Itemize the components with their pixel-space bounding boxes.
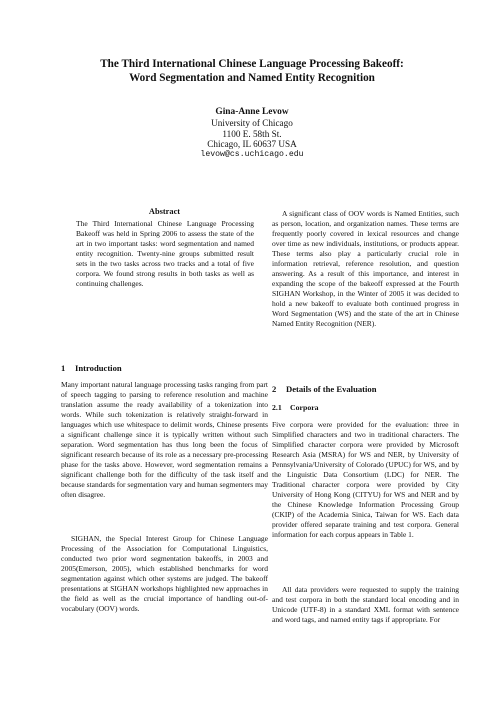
section-1-title: Introduction [75, 363, 122, 373]
title-line-2: Word Segmentation and Named Entity Recognition [129, 71, 375, 84]
section-1-paragraph-2: SIGHAN, the Special Interest Group for Chinese Language Processing of the Association for Computational Linguistics, conducted two prior word segmentation bakeoffs, in 2003 and 2005(Emerson, 2005), which established benchmarks for word segmentation against which other systems are judged. The bakeoff presentations at SIGHAN workshops highlighted new approaches in the field as well as the crucial importance of handling out-of-vocabulary (OOV) words. [61, 534, 268, 613]
author-name: Gina-Anne Levow [215, 107, 289, 117]
section-2-title: Details of the Evaluation [286, 384, 377, 394]
subsection-2-1-number: 2.1 [272, 403, 282, 412]
section-2-heading [272, 384, 376, 394]
section-2-1-paragraph-2: All data providers were requested to supply the training and test corpora in both the standard local encoding and in Unicode (UTF-8) in a standard XML format with sentence and word tags, and named entity tags if appropriate. For [272, 585, 459, 624]
section-1-number: 1 [61, 363, 66, 373]
paper-title [40, 58, 464, 85]
section-1-paragraph-1: Many important natural language processing tasks ranging from part of speech tagging to parsing to reference resolution and machine translation assume the ready availability of a tokenization into words. While such tokenization is relatively straight-forward in languages which use whitespace to delimit words, Chinese presents a significant challenge since it is typically written without such separation. Word segmentation has thus long been the focus of significant research because of its role as a necessary pre-processing phase for the tasks above. However, word segmentation remains a significant challenge both for the difficulty of the task itself and because standards for segmentation vary and human segmenters may often disagree. [61, 380, 269, 499]
subsection-2-1-title: Corpora [290, 403, 319, 412]
section-2-1-paragraph-1: Five corpora were provided for the evaluation: three in Simplified characters and two in traditional characters. The Simplified character corpora were provided by Microsoft Research Asia (MSRA) for WS and NER, by University of Pennsylvania/University of Colorado (UPUC) for WS, and by the Linguistic Data Consortium (LDC) for NER. The Traditional character corpora were provided by City University of Hong Kong (CITYU) for WS and NER and by the Chinese Knowledge Information Processing Group (CKIP) of the Academia Sinica, Taiwan for WS. Each data provider offered separate training and test corpora. General information for each corpus appears in Table 1. [272, 420, 459, 539]
abstract-text: The Third International Chinese Language Processing Bakeoff was held in Spring 2006 to assess the state of the art in two important tasks: word segmentation and named entity recognition. Twenty-nine groups submitted result sets in the two tasks across two tracks and a total of five corpora. We found strong results in both tasks as well as continuing challenges. [76, 219, 254, 288]
author-affiliation: University of Chicago [211, 117, 293, 128]
section-1-paragraph-3: A significant class of OOV words is Named Entities, such as person, location, and organization names. These terms are frequently poorly covered in lexical resources and change over time as new individuals, institutions, or products appear. These terms also play a particularly crucial role in information retrieval, reference resolution, and question answering. As a result of this importance, and interest in expanding the scope of the bakeoff expressed at the Fourth SIGHAN Workshop, in the Winter of 2005 it was decided to hold a new bakeoff to evaluate both continued progress in Word Segmentation (WS) and the state of the art in Chinese Named Entity Recognition (NER). [272, 209, 459, 328]
author-address-line-1: 1100 E. 58th St. [222, 128, 282, 139]
title-line-1: The Third International Chinese Language Processing Bakeoff: [100, 58, 404, 70]
section-2-number: 2 [272, 384, 277, 394]
section-1-heading [61, 363, 122, 373]
author-email[interactable]: levow@cs.uchicago.edu [200, 150, 304, 160]
author-block [100, 107, 404, 161]
author-address-line-2: Chicago, IL 60637 USA [207, 139, 297, 150]
subsection-2-1-heading [272, 403, 319, 413]
abstract-heading: Abstract [148, 207, 181, 216]
